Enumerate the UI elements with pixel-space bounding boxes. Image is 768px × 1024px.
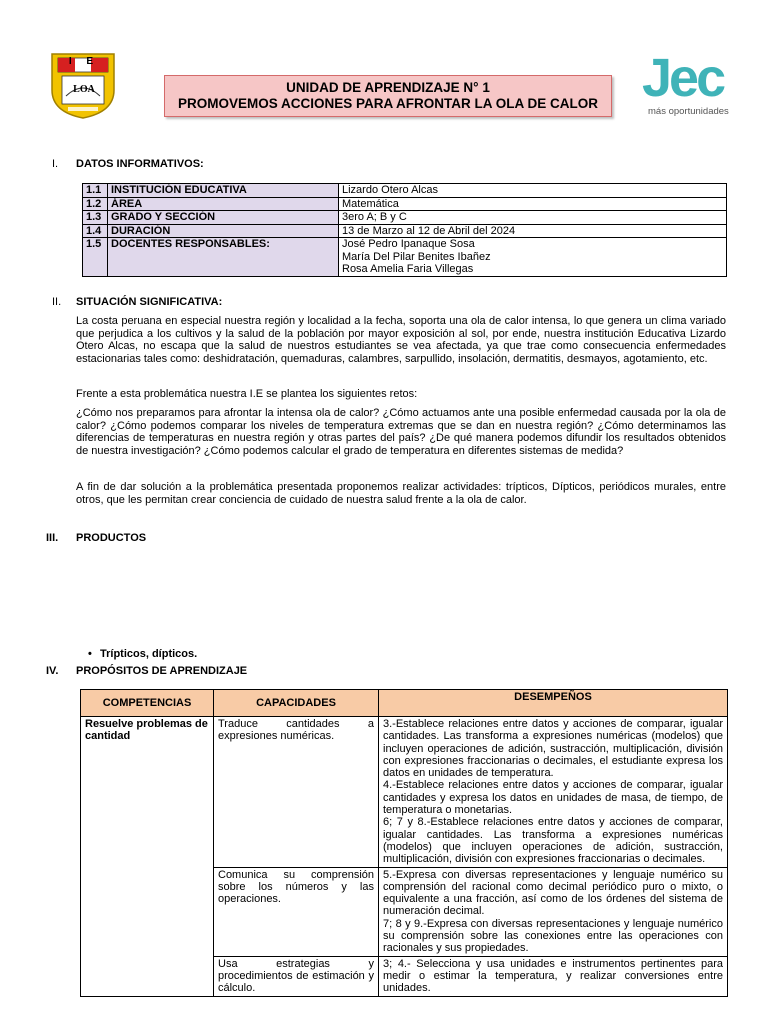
desempeno-item: 3.-Establece relaciones entre datos y acciones de comparar, igualar cantidades. Las transforma a expresiones numéricas (modelos) que incluyen operaciones de adición, sustracción, multiplicación, división con expresiones fraccionarias o decimales, el estudiante expresa los datos en unidades de temperatura. [383,718,723,780]
info-row [83,224,727,238]
info-row [83,238,727,277]
unit-title-box [164,75,612,117]
section4-title: PROPÓSITOS DE APRENDIZAJE [76,665,248,677]
info-row-number: 1.3 [83,211,108,225]
jec-logo-wordmark: Jec [642,48,724,108]
desempeno-item: 5.-Expresa con diversas representaciones y lenguaje numérico su comprensión del racional como decimal periódico puro o mixto, o equivalente a una fracción, así como de los órdenes del sistema de numeración decimal. [383,868,723,918]
desempeno-item: 3; 4.- Selecciona y usa unidades e instrumentos pertinentes para medir o estimar la temperatura, y realizar conversiones entre unidades. [383,957,723,995]
situation-paragraph-1: La costa peruana en especial nuestra región y localidad a la fecha, soporta una ola de calor intensa, lo que genera un clima variado que perjudica a los cultivos y la salud de la población por mayor exposición al sol, por ende, nuestra institución Educativa Lizardo Otero Alcas, no escapa que la salud de nuestros estudiantes se vea afectada, ya que trae como consecuencia enfermedades estacionarias tales como: deshidratación, quemaduras, calambres, sarpullido, insolación, dermatitis, desmayos, agotamiento, etc. [76,315,726,365]
capacidad-cell: Comunica su comprensión sobre los números y las operaciones. [214,867,379,956]
info-row [83,197,727,211]
section2-title: SITUACIÓN SIGNIFICATIVA: [76,296,223,308]
info-row-value: Matemática [339,197,727,211]
desempeno-cell [379,867,728,956]
info-row-number: 1.5 [83,238,108,277]
teacher-name: Rosa Amelia Faria Villegas [342,263,474,275]
teacher-name: José Pedro Ipanaque Sosa [342,238,475,250]
jec-tagline: más oportunidades [648,106,729,117]
learning-purposes-table [80,689,728,997]
info-row-number: 1.2 [83,197,108,211]
section2-number: II. [52,296,62,308]
header-capacidades: CAPACIDADES [214,690,379,717]
info-row-label: INSTITUCIÓN EDUCATIVA [108,184,339,198]
table-header-row [81,690,728,717]
situation-paragraph-2: Frente a esta problemática nuestra I.E se plantea los siguientes retos: [76,388,418,400]
desempeno-item: 6; 7 y 8.-Establece relaciones entre datos y acciones de comparar, igualar cantidades. Las transforma a expresiones numéricas (modelos) que incluyen operaciones de adición, sustracción, multiplicación, división con expresiones fraccionarias o decimales. [383,816,723,866]
info-row-value: 3ero A; B y C [339,211,727,225]
unit-title-line2: PROMOVEMOS ACCIONES PARA AFRONTAR LA OLA DE CALOR [178,96,598,111]
header-competencias: COMPETENCIAS [81,690,214,717]
capacidad-cell: Usa estrategias y procedimientos de estimación y cálculo. [214,956,379,996]
capacidad-cell: Traduce cantidades a expresiones numéricas. [214,717,379,868]
desempeno-cell [379,956,728,996]
section4-number: IV. [46,665,59,677]
section1-title: DATOS INFORMATIVOS: [76,158,204,170]
situation-paragraph-3: ¿Cómo nos preparamos para afrontar la intensa ola de calor? ¿Cómo actuamos ante una posible enfermedad causada por la ola de calor? ¿Cómo podemos comparar los niveles de temperatura extremas que se dan en nuestra región? ¿Cómo determinamos las diferencias de temperaturas en nuestra región y otras partes del país? ¿De qué manera podemos difundir los resultados obtenidos de nuestra investigación? ¿Cómo podemos calcular el grado de temperatura en diferentes sistemas de medida? [76,407,726,457]
unit-title-line1: UNIDAD DE APRENDIZAJE N° 1 [286,80,490,95]
jec-logo [642,48,746,118]
header-desempenos: DESEMPEÑOS [379,690,728,717]
teacher-name: María Del Pilar Benites Ibañez [342,250,491,263]
info-row-value: Lizardo Otero Alcas [339,184,727,198]
desempeno-item: 7; 8 y 9.-Expresa con diversas representaciones y lenguaje numérico su comprensión sobre las conexiones entre las operaciones con racionales y sus propiedades. [383,917,723,955]
section3-title: PRODUCTOS [76,532,147,544]
school-crest-text: I E [68,56,100,67]
table-row [81,717,728,868]
desempeno-cell [379,717,728,868]
info-row [83,184,727,198]
section1-number: I. [52,158,59,170]
info-row-value [339,238,727,277]
school-crest-initials: LOA [73,84,95,95]
competencia-cell: Resuelve problemas de cantidad [81,717,214,997]
info-row-label: GRADO Y SECCIÓN [108,211,339,225]
section3-number: III. [46,532,59,544]
product-bullet: Trípticos, dípticos. [100,648,198,660]
bullet-dot-icon: • [88,648,92,660]
info-row-label: DURACIÓN [108,224,339,238]
desempeno-item: 4.-Establece relaciones entre datos y acciones de comparar, igualar cantidades y expresa los datos en unidades de masa, de tiempo, de temperatura o monetarias. [383,779,723,817]
info-row-label: ÁREA [108,197,339,211]
info-row-number: 1.1 [83,184,108,198]
situation-paragraph-4: A fin de dar solución a la problemática presentada proponemos realizar actividades: trípticos, Dípticos, periódicos murales, entre otros, que les permitan crear conciencia de cuidado de nuestra salud frente a la ola de calor. [76,481,726,506]
info-table [82,183,727,277]
info-row-label: DOCENTES RESPONSABLES: [108,238,339,277]
info-row [83,211,727,225]
info-row-value: 13 de Marzo al 12 de Abril del 2024 [339,224,727,238]
info-row-number: 1.4 [83,224,108,238]
